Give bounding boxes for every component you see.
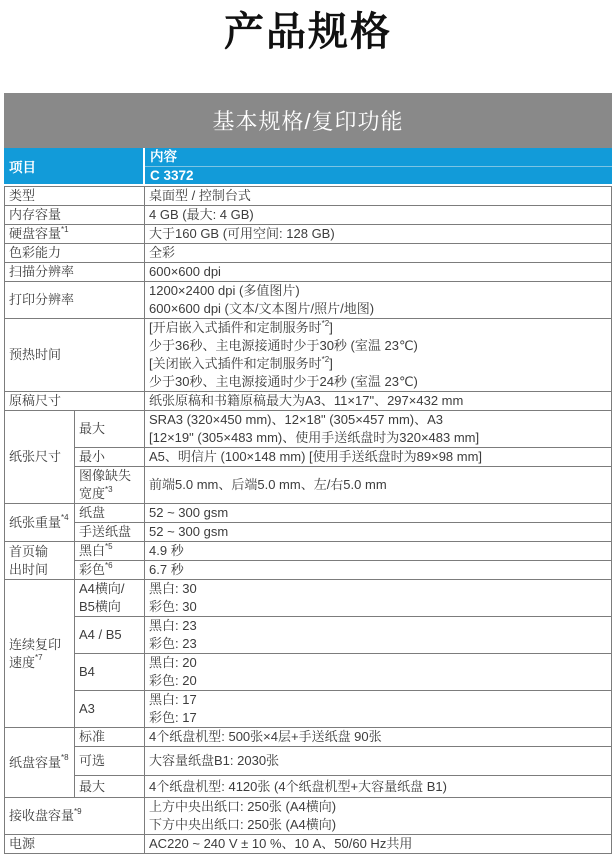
table-row bbox=[5, 206, 612, 225]
content-line bbox=[149, 319, 607, 337]
row-content bbox=[145, 282, 612, 319]
content-segment: ] bbox=[329, 356, 333, 371]
content-line bbox=[149, 355, 607, 373]
table-row bbox=[5, 319, 612, 392]
row-label: 原稿尺寸 bbox=[5, 392, 145, 411]
row-content bbox=[145, 448, 612, 467]
row-sub-label: 最大 bbox=[75, 776, 145, 798]
table-row bbox=[5, 728, 612, 747]
table-row bbox=[5, 282, 612, 319]
row-content bbox=[145, 747, 612, 776]
content-line: 大于160 GB (可用空间: 128 GB) bbox=[149, 226, 335, 241]
row-sub-label: 最小 bbox=[75, 448, 145, 467]
content-line: 4个纸盘机型: 4120张 (4个纸盘机型+大容量纸盘 B1) bbox=[149, 778, 447, 794]
table-row bbox=[5, 187, 612, 206]
table-row bbox=[5, 523, 612, 542]
table-row bbox=[5, 392, 612, 411]
table-row bbox=[5, 244, 612, 263]
row-content bbox=[145, 580, 612, 617]
footnote-marker: *9 bbox=[74, 806, 82, 816]
row-sub-label: 黑白$^{*5}$ bbox=[75, 542, 145, 561]
content-line: 黑白: 23 bbox=[149, 618, 197, 633]
table-row bbox=[5, 504, 612, 523]
row-content bbox=[145, 244, 612, 263]
content-line: 彩色: 30 bbox=[149, 599, 197, 614]
content-line: A5、明信片 (100×148 mm) [使用手送纸盘时为89×98 mm] bbox=[149, 449, 483, 464]
table-row bbox=[5, 747, 612, 776]
row-label: 色彩能力 bbox=[5, 244, 145, 263]
footnote-marker: *1 bbox=[61, 224, 69, 234]
content-line: 1200×2400 dpi (多值图片) bbox=[149, 283, 300, 298]
row-sub-label: 标准 bbox=[75, 728, 145, 747]
content-line: 上方中央出纸口: 250张 (A4横向) bbox=[149, 799, 337, 814]
row-label: 接收盘容量$^{*9}$ bbox=[5, 798, 145, 835]
content-line: 大容量纸盘B1: 2030张 bbox=[149, 753, 280, 768]
header-item-label: 项目 bbox=[9, 160, 36, 175]
footnote-marker: *8 bbox=[61, 753, 69, 763]
content-line: 纸张原稿和书籍原稿最大为A3、11×17"、297×432 mm bbox=[149, 393, 464, 408]
row-sub-label: 纸盘 bbox=[75, 504, 145, 523]
footnote-marker: *3 bbox=[105, 484, 113, 494]
table-row bbox=[5, 835, 612, 854]
row-content bbox=[145, 798, 612, 835]
content-line: 彩色: 20 bbox=[149, 673, 197, 688]
row-content bbox=[145, 776, 612, 798]
row-content bbox=[145, 263, 612, 282]
row-content bbox=[145, 835, 612, 854]
row-content bbox=[145, 542, 612, 561]
content-line: 黑白: 20 bbox=[149, 655, 197, 670]
content-line: 下方中央出纸口: 250张 (A4横向) bbox=[149, 817, 337, 832]
table-header bbox=[4, 148, 612, 184]
row-content bbox=[145, 225, 612, 244]
row-label: 打印分辨率 bbox=[5, 282, 145, 319]
row-content bbox=[145, 187, 612, 206]
row-sub-label: A3 bbox=[75, 691, 145, 728]
row-label: 连续复印 速度$^{*7}$ bbox=[5, 580, 75, 728]
row-content bbox=[145, 523, 612, 542]
row-content bbox=[145, 691, 612, 728]
row-content bbox=[145, 206, 612, 225]
row-content bbox=[145, 504, 612, 523]
row-content bbox=[145, 319, 612, 392]
row-content bbox=[145, 392, 612, 411]
row-sub-label: 图像缺失 宽度$^{*3}$ bbox=[75, 467, 145, 504]
content-line: 600×600 dpi (文本/文本图片/照片/地图) bbox=[149, 301, 375, 316]
page-title: 产品规格 bbox=[224, 10, 392, 54]
row-content bbox=[145, 617, 612, 654]
row-label: 硬盘容量$^{*1}$ bbox=[5, 225, 145, 244]
row-content bbox=[145, 411, 612, 448]
table-row bbox=[5, 691, 612, 728]
content-segment: ] bbox=[329, 320, 333, 335]
row-label: 内存容量 bbox=[5, 206, 145, 225]
row-sub-label: 可选 bbox=[75, 747, 145, 776]
content-segment: [开启嵌入式插件和定制服务时 bbox=[149, 320, 322, 335]
table-row bbox=[5, 654, 612, 691]
content-line: 前端5.0 mm、后端5.0 mm、左/右5.0 mm bbox=[149, 477, 387, 492]
table-row bbox=[5, 225, 612, 244]
section-header-band bbox=[4, 93, 612, 148]
table-row bbox=[5, 263, 612, 282]
row-content bbox=[145, 728, 612, 747]
content-line: 全彩 bbox=[149, 245, 176, 260]
table-row bbox=[5, 617, 612, 654]
content-line: 600×600 dpi bbox=[149, 264, 221, 279]
content-line: 6.7 秒 bbox=[149, 562, 184, 577]
row-sub-label: B4 bbox=[75, 654, 145, 691]
row-label: 预热时间 bbox=[5, 319, 145, 392]
table-row bbox=[5, 776, 612, 798]
content-line: 4.9 秒 bbox=[149, 543, 184, 558]
row-content bbox=[145, 561, 612, 580]
row-sub-label: A4 / B5 bbox=[75, 617, 145, 654]
content-line: [12×19" (305×483 mm)、使用手送纸盘时为320×483 mm] bbox=[149, 430, 480, 445]
row-sub-label: 彩色$^{*6}$ bbox=[75, 561, 145, 580]
table-row bbox=[5, 448, 612, 467]
table-row bbox=[5, 580, 612, 617]
row-label: 电源 bbox=[5, 835, 145, 854]
row-label: 类型 bbox=[5, 187, 145, 206]
header-content-cell bbox=[145, 148, 612, 184]
content-line: 桌面型 / 控制台式 bbox=[149, 188, 251, 203]
table-row bbox=[5, 798, 612, 835]
footnote-marker: *4 bbox=[61, 513, 69, 523]
content-line: 4 GB (最大: 4 GB) bbox=[149, 207, 254, 222]
row-label: 首页输 出时间 bbox=[5, 542, 75, 580]
content-line: SRA3 (320×450 mm)、12×18" (305×457 mm)、A3 bbox=[149, 412, 444, 427]
footnote-marker: *6 bbox=[105, 560, 113, 570]
table-row bbox=[5, 561, 612, 580]
header-content-label: 内容 bbox=[150, 149, 177, 164]
content-line: 黑白: 17 bbox=[149, 692, 197, 707]
row-sub-label: 最大 bbox=[75, 411, 145, 448]
row-content bbox=[145, 467, 612, 504]
footnote-marker: *2 bbox=[321, 354, 330, 364]
header-item-cell bbox=[4, 148, 145, 184]
row-content bbox=[145, 654, 612, 691]
footnote-marker: *2 bbox=[321, 318, 330, 328]
footnote-marker: *7 bbox=[35, 653, 43, 663]
row-sub-label: A4横向/ B5横向 bbox=[75, 580, 145, 617]
table-row bbox=[5, 411, 612, 448]
content-segment: [关闭嵌入式插件和定制服务时 bbox=[149, 356, 322, 371]
table-row bbox=[5, 542, 612, 561]
table-row bbox=[5, 467, 612, 504]
content-line: 彩色: 23 bbox=[149, 636, 197, 651]
row-sub-label: 手送纸盘 bbox=[75, 523, 145, 542]
content-line: AC220 ~ 240 V ± 10 %、10 A、50/60 Hz共用 bbox=[149, 836, 413, 851]
footnote-marker: *5 bbox=[105, 541, 113, 551]
content-line: 黑白: 30 bbox=[149, 581, 197, 596]
header-model-label: C 3372 bbox=[145, 166, 612, 184]
row-label: 纸张尺寸 bbox=[5, 411, 75, 504]
row-label: 纸张重量$^{*4}$ bbox=[5, 504, 75, 542]
page bbox=[0, 6, 616, 851]
content-line: 少于30秒、主电源接通时少于24秒 (室温 23℃) bbox=[149, 374, 418, 389]
section-header-text: 基本规格/复印功能 bbox=[212, 109, 404, 134]
row-label: 纸盘容量$^{*8}$ bbox=[5, 728, 75, 798]
spec-table bbox=[4, 186, 612, 854]
content-line: 少于36秒、主电源接通时少于30秒 (室温 23℃) bbox=[149, 338, 418, 353]
content-line: 4个纸盘机型: 500张×4层+手送纸盘 90张 bbox=[149, 729, 382, 744]
content-line: 52 ~ 300 gsm bbox=[149, 524, 229, 539]
content-line: 彩色: 17 bbox=[149, 710, 197, 725]
row-label: 扫描分辨率 bbox=[5, 263, 145, 282]
content-line: 52 ~ 300 gsm bbox=[149, 505, 229, 520]
